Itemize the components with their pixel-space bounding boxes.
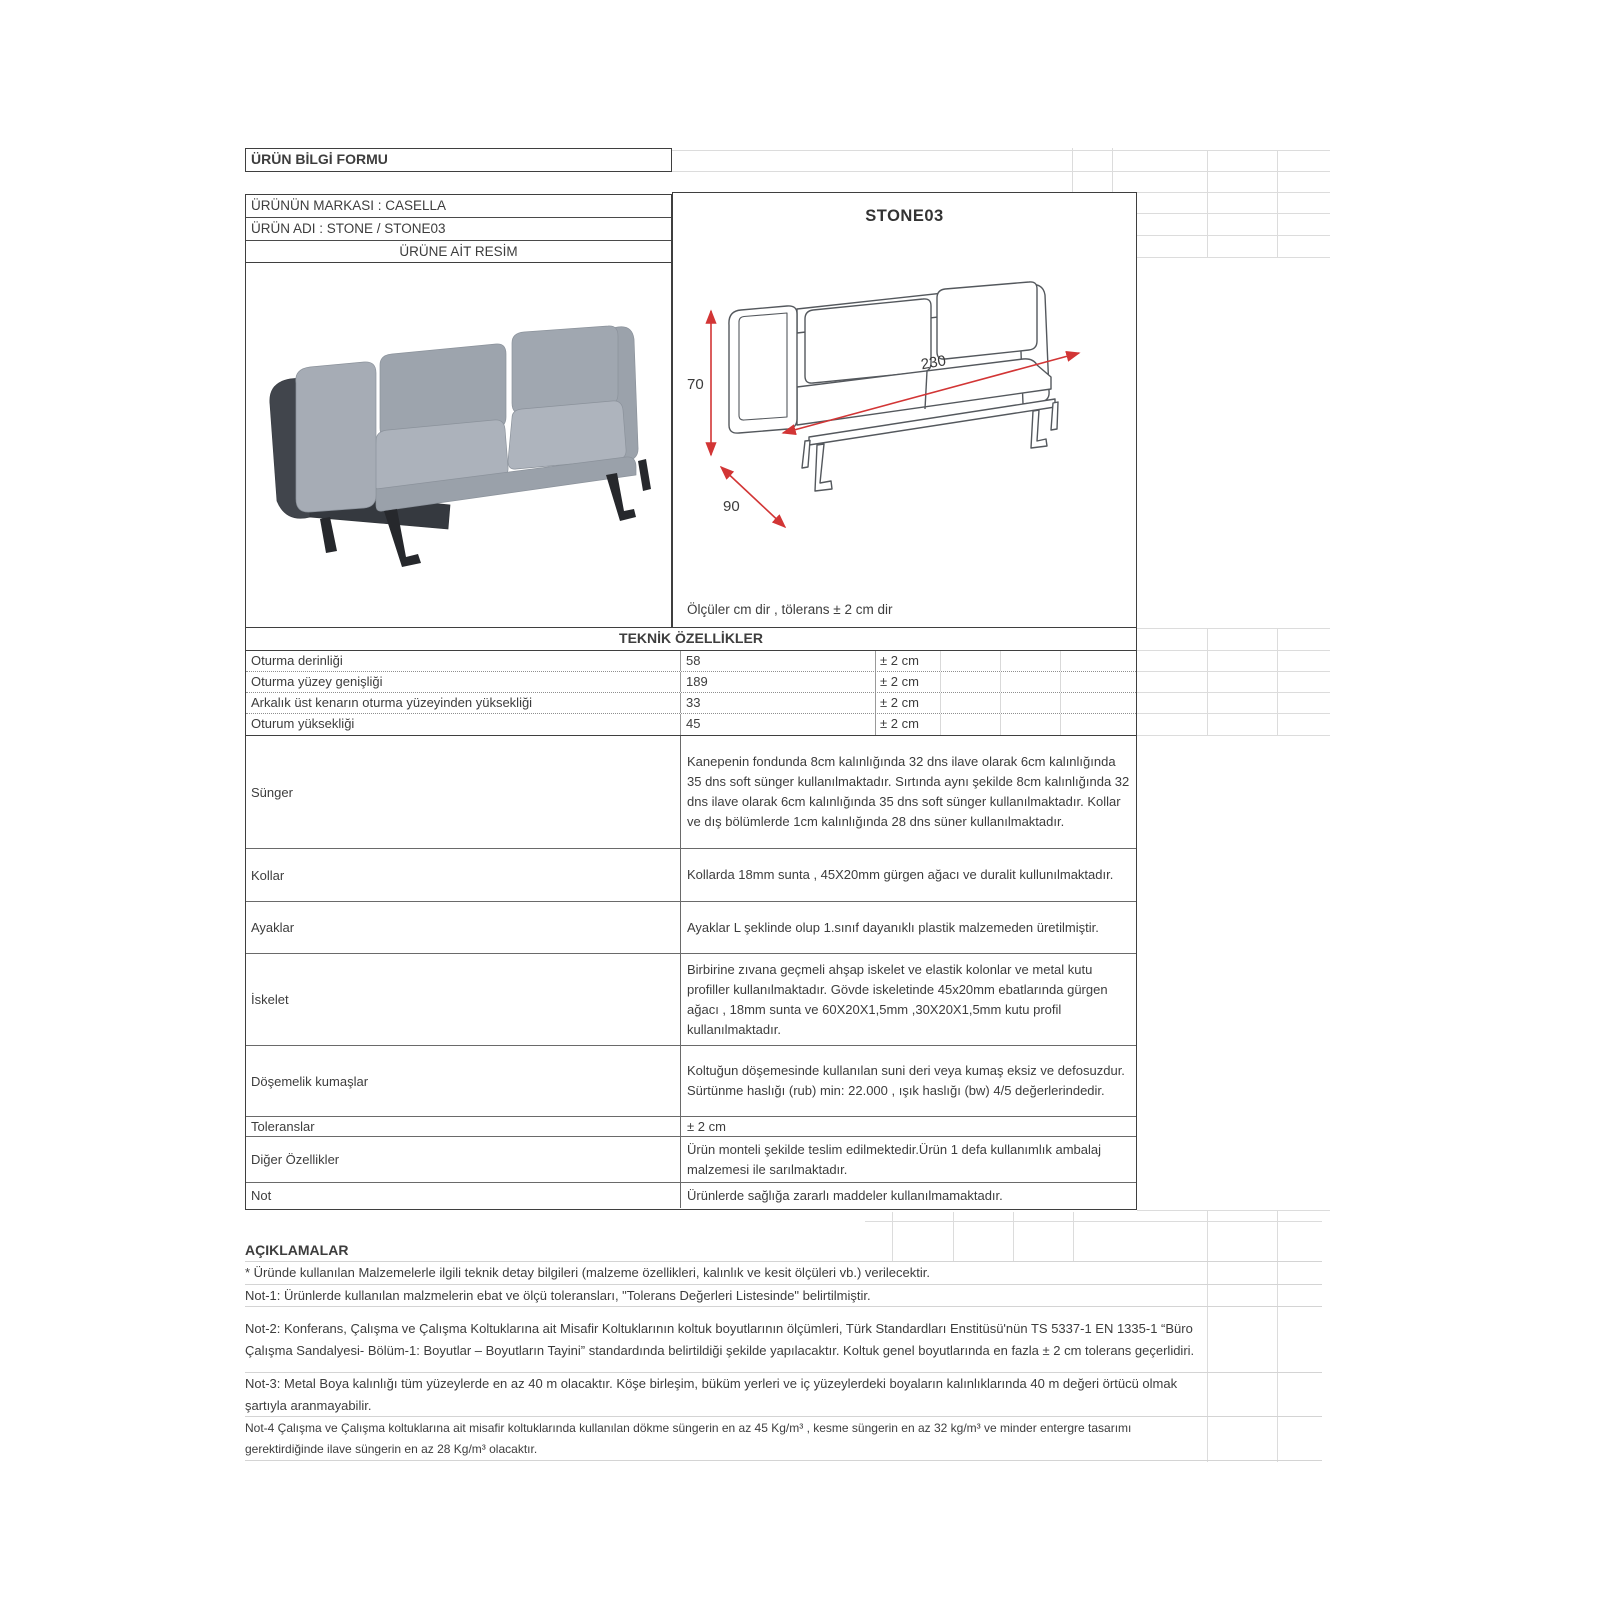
row-value: Ayaklar L şeklinde olup 1.sınıf dayanıklı plastik malzemeden üretilmiştir.: [687, 919, 1099, 935]
table-row: [246, 736, 1136, 848]
measure-table: [245, 651, 1137, 735]
empty-cell: [1001, 693, 1061, 713]
row-value: Ürünlerde sağlığa zararlı maddeler kullanılmamaktadır.: [687, 1187, 1003, 1203]
row-label: Not: [246, 1183, 681, 1208]
dim-width-label: 230: [919, 352, 948, 374]
table-row: [246, 1136, 1136, 1182]
spec-row: [246, 693, 1136, 714]
product-photo-box: [245, 263, 672, 628]
note-item: [245, 1417, 1322, 1461]
note-text: Not-1: Ürünlerde kullanılan malzmelerin ebat ve ölçü toleransları, "Tolerans Değerleri Listesinde" belirtilmiştir.: [245, 1287, 871, 1303]
spec-tolerance: ± 2 cm: [876, 651, 941, 671]
brand-row: ÜRÜNÜN MARKASI : CASELLA: [251, 198, 447, 213]
spec-value: 33: [681, 693, 876, 713]
empty-cell: [1061, 714, 1134, 735]
empty-cell: [1001, 651, 1061, 671]
row-value: Ürün monteli şekilde teslim edilmektedir.Ürün 1 defa kullanımlık ambalaj malzemesi ile sarılmaktadır.: [687, 1141, 1102, 1177]
row-value: Kanepenin fondunda 8cm kalınlığında 32 dns ilave olarak 6cm kalınlığında 35 dns soft sünger kullanılmaktadır. Sırtında aynı şekilde 8cm kalınlığında 32 dns ilave olarak 6cm kalınlığında 35 dns soft sünger kullanılmaktadır. Kollar ve dış bölümlerde 1cm kalınlığında 28 dns süner kullanılmaktadır.: [687, 754, 1130, 829]
dim-height-label: 70: [687, 376, 704, 393]
note-item: [245, 1373, 1322, 1417]
empty-cell: [1061, 672, 1134, 692]
product-info-box: [245, 194, 672, 263]
technical-drawing-box: [672, 192, 1137, 628]
detail-table: [245, 735, 1137, 1210]
gridline: [1277, 628, 1278, 736]
empty-cell: [1061, 693, 1134, 713]
drawing-title: STONE03: [865, 207, 944, 225]
empty-cell: [1061, 651, 1134, 671]
gridline: [1137, 692, 1330, 693]
empty-cell: [1001, 714, 1061, 735]
row-label: Diğer Özellikler: [246, 1137, 681, 1182]
note-text: Not-2: Konferans, Çalışma ve Çalışma Koltuklarına ait Misafir Koltuklarının koltuk boyutlarının ölçümleri, Türk Standardları Enstitüsü'nün TS 5337-1 EN 1335-1 “Büro Çalışma Sandalyesi- Bölüm-1: Boyutlar – Boyutların Tayini” standardında belirtildiği şekilde yapılacaktır. Koltuk genel boyutlarında en fazla ± 2 cm tolerans geçerlidiri.: [245, 1320, 1195, 1358]
spec-row: [246, 714, 1136, 735]
note-text: * Üründe kullanılan Malzemelerle ilgili teknik detay bilgileri (malzeme özellikleri, kalınlık ve kesit ölçüleri vb.) verilecektir.: [245, 1265, 930, 1280]
row-value: Koltuğun döşemesinde kullanılan suni deri veya kumaş eksiz ve defosuzdur. Sürtünme haslığı (rub) min: 22.000 , ışık haslığı (bw) 4/5 değerlerindedir.: [687, 1063, 1125, 1098]
dim-depth-label: 90: [723, 498, 740, 515]
gridline: [1137, 257, 1330, 258]
gridline: [1137, 213, 1330, 214]
gridline: [1072, 148, 1073, 192]
explanations-header: AÇIKLAMALAR: [245, 1238, 1322, 1262]
spec-tolerance: ± 2 cm: [876, 714, 941, 735]
explanations-section: [245, 1238, 1322, 1461]
table-row: [246, 953, 1136, 1045]
row-label: Sünger: [246, 736, 681, 848]
form-title: ÜRÜN BİLGİ FORMU: [245, 148, 672, 172]
note-item: [245, 1285, 1322, 1307]
table-row: [246, 1116, 1136, 1136]
gridline: [1137, 192, 1330, 193]
drawing-caption: Ölçüler cm dir , tölerans ± 2 cm dir: [687, 602, 893, 617]
empty-cell: [941, 714, 1001, 735]
gridline: [865, 1221, 1322, 1222]
gridline: [1207, 150, 1208, 258]
table-row: [246, 901, 1136, 953]
specs-header: TEKNİK ÖZELLİKLER: [245, 628, 1137, 651]
gridline: [1137, 713, 1330, 714]
gridline: [1137, 628, 1330, 629]
spec-row: [246, 651, 1136, 672]
row-label: Kollar: [246, 849, 681, 901]
gridline: [1137, 650, 1330, 651]
spec-row: [246, 672, 1136, 693]
row-label: Toleranslar: [246, 1117, 681, 1136]
spec-label: Oturum yüksekliği: [246, 714, 681, 735]
spec-tolerance: ± 2 cm: [876, 672, 941, 692]
row-label: İskelet: [246, 954, 681, 1045]
gridline: [1207, 628, 1208, 736]
note-text: Not-4 Çalışma ve Çalışma koltuklarına ait misafir koltuklarında kullanılan dökme süngerin en az 45 Kg/m³ , kesme süngerin en az 32 kg/m³ ve minder entergre tasarımı gerektirdiğinde ilave süngerin en az 28 Kg/m³ olacaktır.: [245, 1420, 1132, 1456]
empty-cell: [941, 693, 1001, 713]
gridline: [672, 150, 1330, 151]
image-header-row: ÜRÜNE AİT RESİM: [246, 240, 671, 263]
spec-value: 58: [681, 651, 876, 671]
technical-drawing: [681, 245, 1126, 575]
product-name-row: ÜRÜN ADI : STONE / STONE03: [246, 217, 671, 240]
row-value: Kollarda 18mm sunta , 45X20mm gürgen ağacı ve duralit kullunılmaktadır.: [687, 867, 1114, 882]
note-item: [245, 1262, 1322, 1285]
gridline: [672, 171, 1330, 172]
note-item: [245, 1307, 1322, 1373]
spec-tolerance: ± 2 cm: [876, 693, 941, 713]
gridline: [1137, 671, 1330, 672]
table-row: [246, 1045, 1136, 1116]
row-value: Birbirine zıvana geçmeli ahşap iskelet ve elastik kolonlar ve metal kutu profiller kullanılmaktadır. Gövde iskeletinde 45x20mm ebatlarında gürgen ağacı , 18mm sunta ve 60X20X1,5mm ,30X20X1,5mm kutu profil kullanılmaktadır.: [687, 961, 1108, 1037]
spec-value: 189: [681, 672, 876, 692]
spec-label: Oturma derinliği: [246, 651, 681, 671]
table-row: [246, 1182, 1136, 1208]
gridline: [1137, 235, 1330, 236]
product-photo: [250, 299, 670, 609]
spec-label: Oturma yüzey genişliği: [246, 672, 681, 692]
spec-label: Arkalık üst kenarın oturma yüzeyinden yüksekliği: [246, 693, 681, 713]
row-label: Ayaklar: [246, 902, 681, 953]
spec-value: 45: [681, 714, 876, 735]
gridline: [1137, 1210, 1330, 1211]
row-value: ± 2 cm: [687, 1118, 726, 1134]
gridline: [1137, 735, 1330, 736]
empty-cell: [1001, 672, 1061, 692]
table-row: [246, 848, 1136, 901]
note-text: Not-3: Metal Boya kalınlığı tüm yüzeylerde en az 40 m olacaktır. Köşe birleşim, büküm yerleri ve iç yüzeylerdeki boyaların kalınlıklarında 40 m değeri örtücü olmak şartıyla aranmayabilir.: [245, 1375, 1178, 1413]
empty-cell: [941, 651, 1001, 671]
row-label: Döşemelik kumaşlar: [246, 1046, 681, 1116]
empty-cell: [941, 672, 1001, 692]
gridline: [1112, 148, 1113, 192]
gridline: [1277, 150, 1278, 258]
